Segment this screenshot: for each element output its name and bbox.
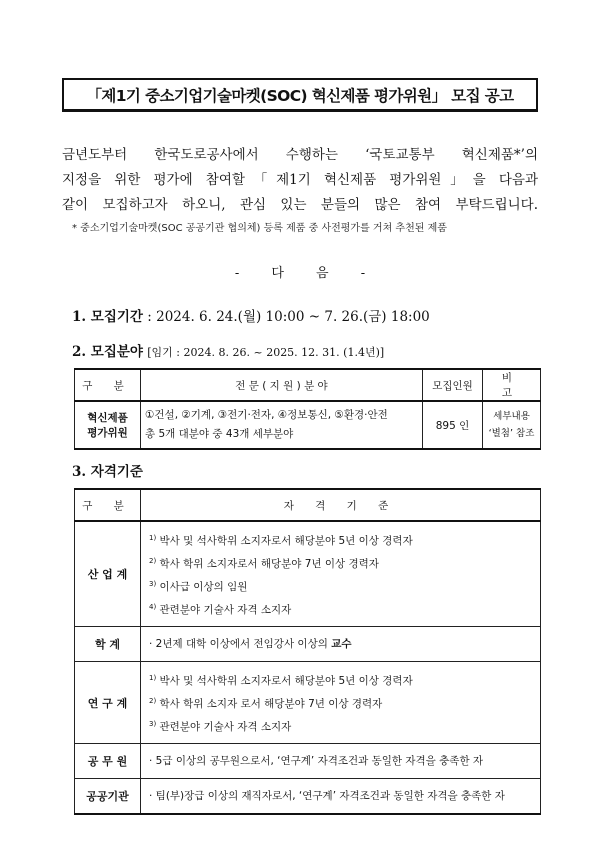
category-cell <box>75 401 141 449</box>
category-cell: 연 구 계 <box>75 662 141 744</box>
criteria-text: · 2년제 대학 이상에서 전임강사 이상의 <box>149 638 332 650</box>
header-cell: 구 분 <box>75 489 141 521</box>
table-row <box>75 401 541 449</box>
term-value: [임기 : 2024. 8. 26. ~ 2025. 12. 31. (1.4년)] <box>147 346 385 359</box>
list-item: $^{4)}$ 관련분야 기술사 자격 소지자 <box>149 603 292 616</box>
remark-line: 세부내용 <box>493 411 530 422</box>
section-qualification <box>72 460 143 480</box>
criteria-cell: · 5급 이상의 공무원으로서, ‘연구계’ 자격조건과 동일한 자격을 충족한 자 <box>141 744 541 779</box>
category-cell: 산 업 계 <box>75 521 141 627</box>
header-cell: 전 문 ( 지 원 ) 분 야 <box>141 369 423 401</box>
table-row <box>75 662 541 744</box>
count-cell: 895 인 <box>423 401 483 449</box>
header-cell: 구 분 <box>75 369 141 401</box>
section-recruit-field <box>72 340 384 360</box>
notice-title: 「제1기 중소기업기술마켓(SOC) 혁신제품 평가위원」 모집 공고 <box>62 78 538 112</box>
criteria-emphasis: 교수 <box>331 638 352 650</box>
table-header-row <box>75 489 541 521</box>
intro-line: 같이 모집하고자 하오니, 관심 있는 분들의 많은 참여 부탁드립니다. <box>62 197 538 213</box>
list-item: $^{2)}$ 학사 학위 소지자 로서 해당분야 7년 이상 경력자 <box>149 697 383 710</box>
header-cell: 자 격 기 준 <box>141 489 541 521</box>
category-cell: 공 무 원 <box>75 744 141 779</box>
intro-paragraph <box>62 143 538 218</box>
list-item: $^{3)}$ 관련분야 기술사 자격 소지자 <box>149 720 292 733</box>
field-line: 총 5개 대분야 중 43개 세부분야 <box>145 428 294 440</box>
table-row <box>75 779 541 815</box>
intro-line: 금년도부터 한국도로공사에서 수행하는 ‘국토교통부 혁신제품*’의 <box>62 147 538 163</box>
table-row <box>75 744 541 779</box>
field-cell <box>141 401 423 449</box>
category-cell: 공공기관 <box>75 779 141 815</box>
intro-line: 지정을 위한 평가에 참여할「제1기 혁신제품 평가위원」을 다음과 <box>62 172 538 188</box>
table-row <box>75 627 541 662</box>
remark-cell <box>483 401 541 449</box>
header-cell: 비 고 <box>483 369 541 401</box>
table-header-row <box>75 369 541 401</box>
section-label: 3. 자격기준 <box>72 464 143 480</box>
criteria-cell <box>141 521 541 627</box>
criteria-cell: · 팀(부)장급 이상의 재직자로서, ‘연구계’ 자격조건과 동일한 자격을 충족한 자 <box>141 779 541 815</box>
section-label: 1. 모집기간 <box>72 309 143 325</box>
field-line: ①건설, ②기계, ③전기·전자, ④정보통신, ⑤환경·안전 <box>145 409 388 421</box>
list-item: $^{1)}$ 박사 및 석사학위 소지자로서 해당분야 5년 이상 경력자 <box>149 674 413 687</box>
recruit-table <box>74 368 541 450</box>
recruit-period-value: : 2024. 6. 24.(월) 10:00 ~ 7. 26.(금) 18:00 <box>147 309 430 325</box>
footnote: * 중소기업기술마켓(SOC 공공기관 협의체) 등록 제품 중 사전평가를 거쳐 추천된 제품 <box>72 223 447 234</box>
list-item: $^{2)}$ 학사 학위 소지자로서 해당분야 7년 이상 경력자 <box>149 557 379 570</box>
list-item: $^{3)}$ 이사급 이상의 임원 <box>149 580 248 593</box>
header-cell: 모집인원 <box>423 369 483 401</box>
list-item: $^{1)}$ 박사 및 석사학위 소지자로서 해당분야 5년 이상 경력자 <box>149 534 413 547</box>
table-row <box>75 521 541 627</box>
category-line: 평가위원 <box>87 427 128 439</box>
category-line: 혁신제품 <box>87 412 128 424</box>
category-cell: 학 계 <box>75 627 141 662</box>
section-recruit-period <box>72 305 430 325</box>
remark-line: ‘별첨’ 참조 <box>488 428 535 439</box>
criteria-cell <box>141 627 541 662</box>
qualification-table <box>74 488 541 815</box>
section-label: 2. 모집분야 <box>72 344 143 360</box>
criteria-cell <box>141 662 541 744</box>
dagum-heading: - 다 음 - <box>234 266 366 281</box>
